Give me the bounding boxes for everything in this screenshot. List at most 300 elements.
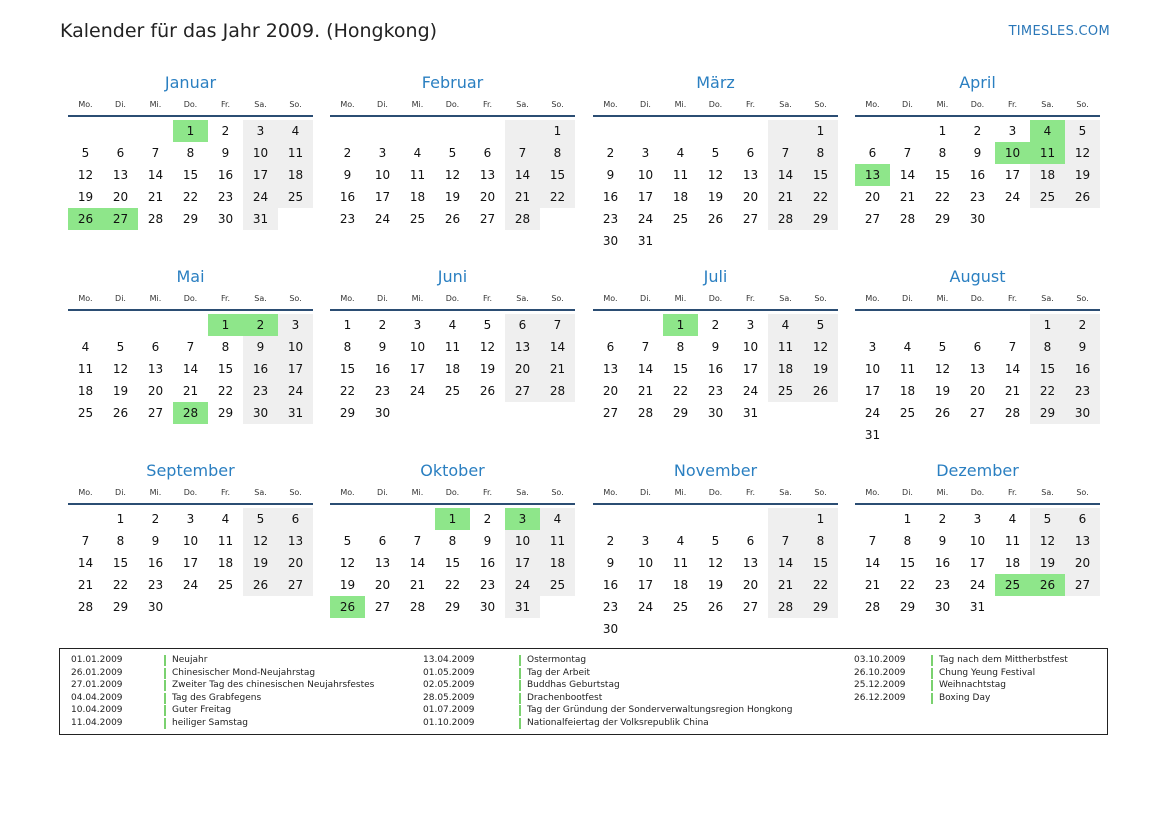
legend-marker	[519, 718, 521, 729]
day-cell: 26	[112, 406, 129, 420]
legend-row	[854, 679, 1104, 692]
weekday-label: So.	[1076, 488, 1089, 497]
day-cell: 8	[803, 142, 838, 164]
day-cell: 17	[409, 362, 426, 376]
days-grid	[68, 120, 313, 230]
day-cell: 14	[637, 362, 654, 376]
day-cell: 12	[479, 340, 496, 354]
day-cell: 30	[217, 212, 234, 226]
day-cell: 23	[217, 190, 234, 204]
day-cell: 26	[803, 380, 838, 402]
day-cell: 26	[934, 406, 951, 420]
day-cell: 21	[899, 190, 916, 204]
day-cell: 7	[768, 530, 803, 552]
legend-marker	[931, 668, 933, 679]
legend-date: 26.12.2009	[854, 692, 906, 703]
day-cell: 27	[742, 600, 759, 614]
weekday-label: Do.	[708, 100, 723, 109]
weekday-label: Di.	[115, 488, 126, 497]
day-cell: 8	[676, 340, 685, 354]
day-cell: 19	[707, 190, 724, 204]
weekday-label: Di.	[115, 294, 126, 303]
weekday-label: Mi.	[936, 294, 949, 303]
day-cell: 2	[243, 314, 278, 336]
legend-date: 26.01.2009	[71, 667, 123, 678]
legend-marker	[164, 680, 166, 691]
day-cell: 12	[77, 168, 94, 182]
day-cell: 15	[444, 556, 461, 570]
day-cell: 17	[637, 190, 654, 204]
empty-day	[400, 508, 435, 530]
day-cell: 11	[672, 556, 689, 570]
day-cell: 16	[243, 358, 278, 380]
legend-marker	[164, 668, 166, 679]
weekday-label: Fr.	[745, 100, 756, 109]
day-cell: 20	[479, 190, 496, 204]
month-name: September	[146, 461, 235, 480]
day-cell: 14	[768, 552, 803, 574]
day-cell: 29	[444, 600, 461, 614]
day-cell: 21	[768, 186, 803, 208]
day-cell: 21	[77, 578, 94, 592]
day-cell: 24	[374, 212, 391, 226]
day-cell: 2	[938, 512, 947, 526]
empty-day	[925, 314, 960, 336]
day-cell: 9	[606, 168, 615, 182]
weekday-label: Do.	[445, 100, 460, 109]
day-cell: 23	[339, 212, 356, 226]
day-cell: 2	[343, 146, 352, 160]
legend-date: 28.05.2009	[423, 692, 475, 703]
day-cell: 18	[768, 358, 803, 380]
day-cell: 24	[969, 578, 986, 592]
day-cell: 27	[864, 212, 881, 226]
day-cell: 13	[374, 556, 391, 570]
legend-row	[71, 679, 411, 692]
weekday-label: Mo.	[865, 294, 880, 303]
legend-date: 27.01.2009	[71, 680, 123, 690]
month-block	[330, 463, 575, 618]
empty-day	[400, 120, 435, 142]
day-cell: 23	[602, 212, 619, 226]
weekday-label: Fr.	[1007, 488, 1018, 497]
day-cell: 30	[602, 234, 619, 248]
legend-date: 03.10.2009	[854, 655, 906, 665]
day-cell: 6	[116, 146, 125, 160]
legend-holiday-name: Guter Freitag	[172, 705, 232, 715]
day-cell: 13	[505, 336, 540, 358]
empty-day	[890, 120, 925, 142]
day-cell: 8	[540, 142, 575, 164]
day-cell: 31	[278, 402, 313, 424]
day-cell: 13	[479, 168, 496, 182]
weekday-label: Mo.	[603, 488, 618, 497]
day-cell: 14	[899, 168, 916, 182]
legend-holiday-name: Ostermontag	[527, 655, 587, 665]
day-cell: 20	[374, 578, 391, 592]
day-cell: 25	[1030, 186, 1065, 208]
legend-holiday-name: Nationalfeiertag der Volksrepublik China	[527, 717, 709, 728]
day-cell: 28	[864, 600, 881, 614]
day-cell: 15	[672, 362, 689, 376]
day-cell: 6	[746, 534, 755, 548]
weekday-label: Di.	[640, 488, 651, 497]
day-cell: 13	[278, 530, 313, 552]
day-cell: 16	[602, 190, 619, 204]
day-cell: 10	[969, 534, 986, 548]
weekday-label: Mo.	[340, 294, 355, 303]
day-cell: 3	[278, 314, 313, 336]
weekday-label: So.	[289, 294, 302, 303]
day-cell: 17	[637, 578, 654, 592]
weekday-label: Do.	[183, 488, 198, 497]
day-cell: 2	[483, 512, 492, 526]
legend-row	[423, 692, 843, 705]
day-cell: 14	[77, 556, 94, 570]
day-cell: 31	[864, 428, 881, 442]
legend-row	[71, 692, 411, 705]
legend-holiday-name: heiliger Samstag	[172, 717, 248, 728]
day-cell: 29	[934, 212, 951, 226]
legend-row	[423, 654, 843, 667]
day-cell: 16	[479, 556, 496, 570]
day-cell: 28	[173, 402, 208, 424]
day-cell: 3	[243, 120, 278, 142]
day-cell: 1	[938, 124, 947, 138]
day-cell: 18	[1004, 556, 1021, 570]
day-cell: 18	[77, 384, 94, 398]
legend-column	[71, 654, 411, 729]
empty-day	[330, 120, 365, 142]
weekday-header	[855, 291, 1100, 307]
day-cell: 30	[147, 600, 164, 614]
day-cell: 15	[540, 164, 575, 186]
empty-day	[435, 120, 470, 142]
day-cell: 21	[540, 358, 575, 380]
legend-row	[423, 679, 843, 692]
day-cell: 29	[803, 208, 838, 230]
weekday-label: Mi.	[149, 294, 162, 303]
holiday-legend	[59, 648, 1108, 735]
legend-marker	[164, 718, 166, 729]
empty-day	[103, 120, 138, 142]
day-cell: 21	[637, 384, 654, 398]
day-cell: 18	[540, 552, 575, 574]
day-cell: 19	[479, 362, 496, 376]
day-cell: 8	[186, 146, 195, 160]
day-cell: 12	[707, 556, 724, 570]
day-cell: 3	[868, 340, 877, 354]
day-cell: 30	[602, 622, 619, 636]
empty-day	[768, 120, 803, 142]
day-cell: 25	[672, 212, 689, 226]
day-cell: 26	[707, 212, 724, 226]
day-cell: 5	[243, 508, 278, 530]
day-cell: 10	[637, 168, 654, 182]
day-cell: 4	[221, 512, 230, 526]
day-cell: 19	[339, 578, 356, 592]
empty-day	[628, 508, 663, 530]
legend-holiday-name: Tag des Grabfegens	[172, 692, 262, 703]
day-cell: 19	[803, 358, 838, 380]
weekday-label: Mi.	[674, 488, 687, 497]
day-cell: 27	[278, 574, 313, 596]
day-cell: 23	[602, 600, 619, 614]
day-cell: 25	[278, 186, 313, 208]
day-cell: 4	[768, 314, 803, 336]
weekday-label: Di.	[640, 294, 651, 303]
day-cell: 13	[602, 362, 619, 376]
day-cell: 31	[742, 406, 759, 420]
day-cell: 26	[243, 574, 278, 596]
weekday-label: Sa.	[1041, 294, 1054, 303]
legend-row	[854, 692, 1104, 705]
month-separator	[68, 503, 313, 505]
day-cell: 13	[742, 168, 759, 182]
day-cell: 7	[540, 314, 575, 336]
weekday-label: Sa.	[516, 294, 529, 303]
weekday-label: Fr.	[220, 100, 231, 109]
legend-date: 25.12.2009	[854, 680, 906, 690]
day-cell: 11	[278, 142, 313, 164]
month-separator	[68, 115, 313, 117]
day-cell: 17	[243, 164, 278, 186]
days-grid	[68, 508, 313, 618]
day-cell: 15	[182, 168, 199, 182]
empty-day	[68, 120, 103, 142]
day-cell: 12	[1030, 530, 1065, 552]
day-cell: 30	[707, 406, 724, 420]
day-cell: 11	[1030, 142, 1065, 164]
weekday-label: Mi.	[149, 100, 162, 109]
day-cell: 6	[378, 534, 387, 548]
month-block	[330, 75, 575, 230]
month-separator	[855, 309, 1100, 311]
weekday-label: Mi.	[411, 294, 424, 303]
legend-row	[854, 654, 1104, 667]
legend-marker	[164, 705, 166, 716]
weekday-label: Fr.	[220, 488, 231, 497]
day-cell: 8	[1030, 336, 1065, 358]
legend-date: 10.04.2009	[71, 705, 123, 715]
day-cell: 25	[444, 384, 461, 398]
weekday-label: Sa.	[254, 488, 267, 497]
days-grid	[855, 508, 1100, 618]
legend-date: 11.04.2009	[71, 717, 123, 728]
day-cell: 26	[1030, 574, 1065, 596]
weekday-label: So.	[551, 100, 564, 109]
day-cell: 10	[995, 142, 1030, 164]
weekday-label: Mo.	[78, 294, 93, 303]
legend-holiday-name: Buddhas Geburtstag	[527, 680, 620, 690]
day-cell: 1	[208, 314, 243, 336]
day-cell: 22	[217, 384, 234, 398]
day-cell: 16	[217, 168, 234, 182]
day-cell: 27	[103, 208, 138, 230]
legend-marker	[931, 693, 933, 704]
day-cell: 1	[803, 508, 838, 530]
day-cell: 25	[409, 212, 426, 226]
weekday-label: Sa.	[516, 100, 529, 109]
day-cell: 6	[483, 146, 492, 160]
day-cell: 16	[1065, 358, 1100, 380]
day-cell: 9	[1065, 336, 1100, 358]
day-cell: 3	[1008, 124, 1017, 138]
month-block	[68, 463, 313, 618]
weekday-label: Do.	[708, 294, 723, 303]
day-cell: 19	[1065, 164, 1100, 186]
day-cell: 13	[147, 362, 164, 376]
day-cell: 29	[1030, 402, 1065, 424]
day-cell: 12	[444, 168, 461, 182]
day-cell: 18	[278, 164, 313, 186]
day-cell: 6	[505, 314, 540, 336]
weekday-label: Do.	[445, 294, 460, 303]
legend-date: 01.05.2009	[423, 667, 475, 678]
empty-day	[470, 120, 505, 142]
weekday-label: Fr.	[745, 488, 756, 497]
day-cell: 10	[374, 168, 391, 182]
day-cell: 28	[409, 600, 426, 614]
weekday-label: So.	[551, 488, 564, 497]
day-cell: 10	[278, 336, 313, 358]
days-grid	[593, 314, 838, 424]
day-cell: 6	[278, 508, 313, 530]
weekday-label: Sa.	[779, 488, 792, 497]
day-cell: 21	[864, 578, 881, 592]
day-cell: 2	[711, 318, 720, 332]
weekday-label: Do.	[970, 488, 985, 497]
day-cell: 20	[112, 190, 129, 204]
day-cell: 29	[217, 406, 234, 420]
empty-day	[995, 314, 1030, 336]
day-cell: 20	[969, 384, 986, 398]
month-separator	[68, 309, 313, 311]
weekday-label: Do.	[970, 100, 985, 109]
day-cell: 17	[182, 556, 199, 570]
day-cell: 2	[973, 124, 982, 138]
legend-holiday-name: Chinesischer Mond-Neujahrstag	[172, 667, 316, 678]
empty-day	[733, 120, 768, 142]
day-cell: 15	[899, 556, 916, 570]
day-cell: 20	[278, 552, 313, 574]
empty-day	[890, 314, 925, 336]
empty-day	[855, 314, 890, 336]
empty-day	[698, 120, 733, 142]
day-cell: 5	[343, 534, 352, 548]
weekday-label: Fr.	[1007, 100, 1018, 109]
month-separator	[593, 115, 838, 117]
month-separator	[593, 503, 838, 505]
weekday-label: Di.	[640, 100, 651, 109]
day-cell: 14	[505, 164, 540, 186]
day-cell: 12	[112, 362, 129, 376]
day-cell: 21	[147, 190, 164, 204]
day-cell: 24	[409, 384, 426, 398]
legend-row	[423, 717, 843, 730]
legend-column	[854, 654, 1104, 704]
day-cell: 27	[742, 212, 759, 226]
day-cell: 5	[1065, 120, 1100, 142]
month-name: November	[673, 461, 758, 480]
day-cell: 16	[374, 362, 391, 376]
day-cell: 22	[112, 578, 129, 592]
day-cell: 6	[151, 340, 160, 354]
day-cell: 3	[505, 508, 540, 530]
weekday-label: Mo.	[340, 100, 355, 109]
brand-link[interactable]: TIMESLES.COM	[1008, 24, 1110, 39]
day-cell: 25	[77, 406, 94, 420]
empty-day	[68, 314, 103, 336]
day-cell: 19	[243, 552, 278, 574]
day-cell: 7	[81, 534, 90, 548]
month-name: März	[696, 73, 735, 92]
day-cell: 1	[1030, 314, 1065, 336]
weekday-label: Sa.	[516, 488, 529, 497]
day-cell: 4	[540, 508, 575, 530]
weekday-label: Mo.	[78, 488, 93, 497]
weekday-label: Mi.	[936, 100, 949, 109]
day-cell: 25	[672, 600, 689, 614]
legend-row	[71, 717, 411, 730]
day-cell: 22	[444, 578, 461, 592]
weekday-label: So.	[289, 100, 302, 109]
empty-day	[330, 508, 365, 530]
day-cell: 11	[409, 168, 426, 182]
day-cell: 28	[147, 212, 164, 226]
legend-date: 01.10.2009	[423, 717, 475, 728]
legend-date: 04.04.2009	[71, 692, 123, 703]
legend-holiday-name: Tag nach dem Mittherbstfest	[939, 655, 1068, 665]
day-cell: 29	[339, 406, 356, 420]
day-cell: 30	[1065, 402, 1100, 424]
day-cell: 9	[343, 168, 352, 182]
weekday-label: Di.	[115, 100, 126, 109]
day-cell: 4	[448, 318, 457, 332]
day-cell: 20	[147, 384, 164, 398]
weekday-header	[68, 291, 313, 307]
day-cell: 3	[641, 534, 650, 548]
legend-column	[423, 654, 843, 729]
day-cell: 4	[676, 146, 685, 160]
days-grid	[68, 314, 313, 424]
day-cell: 25	[540, 574, 575, 596]
day-cell: 31	[243, 208, 278, 230]
day-cell: 19	[112, 384, 129, 398]
day-cell: 3	[413, 318, 422, 332]
day-cell: 28	[768, 208, 803, 230]
day-cell: 24	[864, 406, 881, 420]
day-cell: 28	[77, 600, 94, 614]
month-name: Februar	[421, 73, 484, 92]
day-cell: 13	[1065, 530, 1100, 552]
day-cell: 26	[444, 212, 461, 226]
legend-holiday-name: Tag der Gründung der Sonderverwaltungsregion Hongkong	[527, 705, 793, 715]
day-cell: 5	[1030, 508, 1065, 530]
day-cell: 17	[864, 384, 881, 398]
day-cell: 23	[934, 578, 951, 592]
month-name: Mai	[176, 267, 205, 286]
weekday-header	[855, 97, 1100, 113]
day-cell: 7	[903, 146, 912, 160]
day-cell: 15	[339, 362, 356, 376]
weekday-label: Mi.	[149, 488, 162, 497]
month-separator	[330, 503, 575, 505]
month-block	[68, 75, 313, 230]
day-cell: 1	[663, 314, 698, 336]
day-cell: 18	[1030, 164, 1065, 186]
weekday-label: So.	[551, 294, 564, 303]
